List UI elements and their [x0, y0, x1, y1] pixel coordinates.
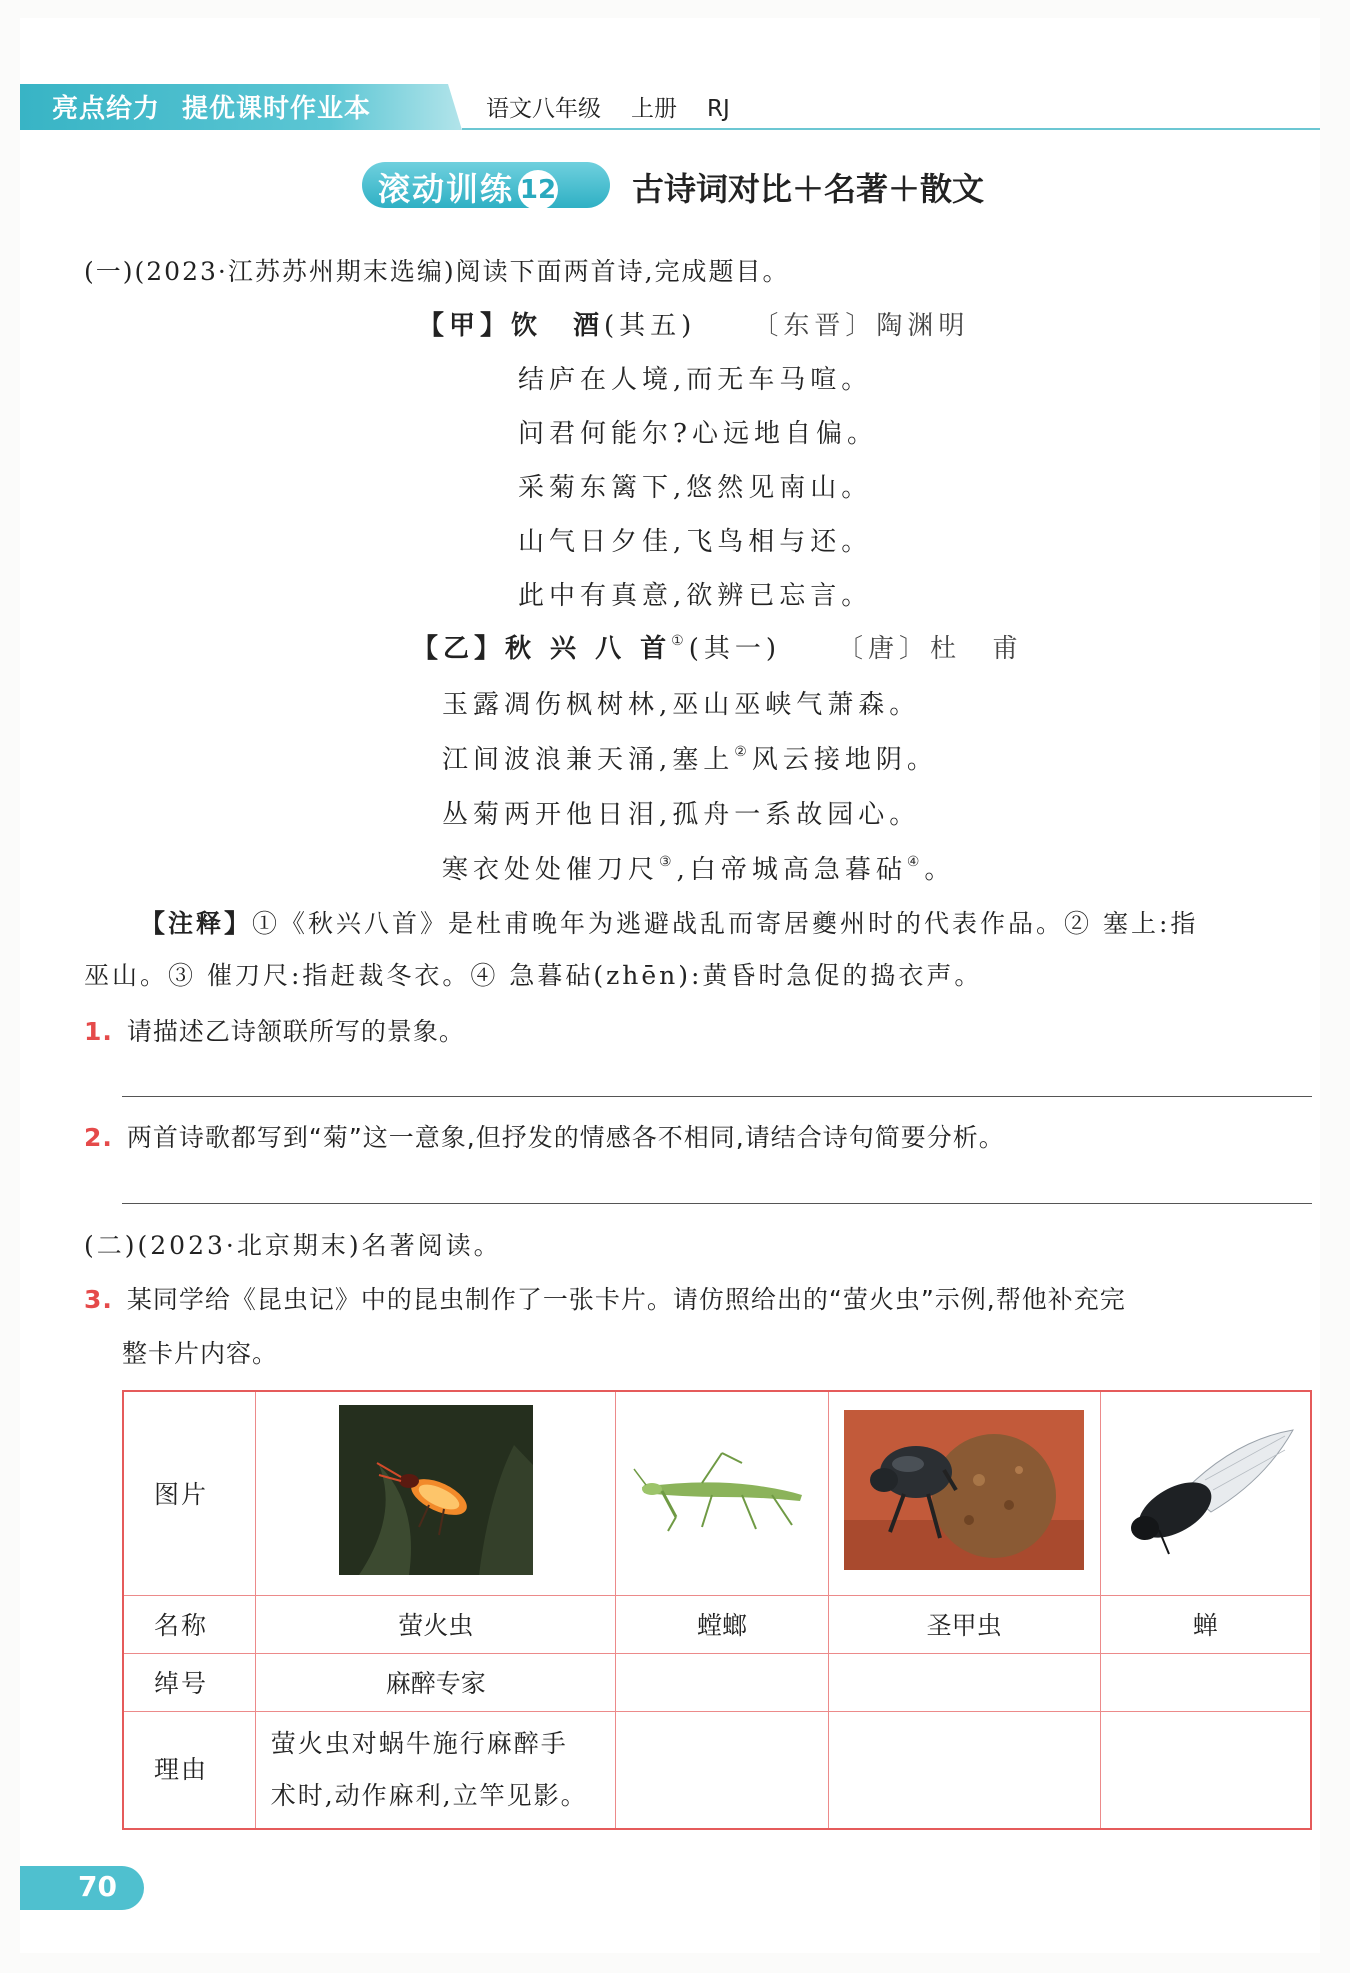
- cicada-photo: [1115, 1420, 1295, 1560]
- subject-label: 语文八年级: [486, 96, 601, 122]
- question-2: [84, 1118, 1005, 1154]
- poem-b-line4-a: 寒衣处处催刀尺: [442, 855, 660, 885]
- poem-b-line2-a: 江间波浪兼天涌,塞上: [442, 745, 735, 775]
- poem-a-line: 问君何能尔?心远地自偏。: [518, 419, 878, 449]
- volume-label: 上册: [631, 96, 677, 122]
- name-row: [123, 1595, 1311, 1653]
- poem-a-line: 结庐在人境,而无车马喧。: [518, 365, 873, 395]
- question-2-text: 两首诗歌都写到“菊”这一意象,但抒发的情感各不相同,请结合诗句简要分析。: [126, 1123, 1005, 1152]
- name-cell: 螳螂: [616, 1595, 829, 1653]
- note-mark: ②: [734, 744, 752, 760]
- question-1: [84, 1012, 465, 1048]
- reason-line-1: 萤火虫对蜗牛施行麻醉手: [270, 1728, 568, 1758]
- nickname-cell: 麻醉专家: [256, 1653, 616, 1711]
- poem-a-title: 【甲】饮 酒: [418, 311, 605, 341]
- poem-b-line: 玉露凋伤枫树林,巫山巫峡气萧森。: [442, 690, 921, 720]
- name-cell: 蝉: [1100, 1595, 1311, 1653]
- reason-blank-cell[interactable]: [616, 1711, 829, 1829]
- note-mark: ③: [659, 854, 677, 870]
- page-number: 70: [78, 1870, 117, 1903]
- poem-a-line: 此中有真意,欲辨已忘言。: [518, 581, 873, 611]
- nickname-blank-cell[interactable]: [1100, 1653, 1311, 1711]
- nickname-row: [123, 1653, 1311, 1711]
- question-number: 2.: [84, 1123, 113, 1152]
- poem-b-subtitle: (其一): [688, 634, 782, 664]
- name-cell: 圣甲虫: [828, 1595, 1100, 1653]
- poem-b-line4-c: 。: [924, 855, 956, 885]
- series-name: 亮点给力: [52, 94, 161, 124]
- section-title: 古诗词对比＋名著＋散文: [632, 170, 985, 208]
- name-cell: 萤火虫: [256, 1595, 616, 1653]
- poem-a-line: 山气日夕佳,飞鸟相与还。: [518, 527, 873, 557]
- question-1-text: 请描述乙诗颔联所写的景象。: [126, 1017, 465, 1046]
- notes-text-1: ①《秋兴八首》是杜甫晚年为逃避战乱而寄居夔州时的代表作品。② 塞上:指: [252, 909, 1199, 938]
- notes-line-2: 巫山。③ 催刀尺:指赶裁冬衣。④ 急暮砧(zhēn):黄昏时急促的捣衣声。: [84, 961, 983, 990]
- poem-a-heading: [418, 305, 969, 342]
- poem-a-author: 〔东晋〕陶渊明: [752, 311, 970, 341]
- nickname-blank-cell[interactable]: [828, 1653, 1100, 1711]
- header-series: [52, 88, 393, 125]
- note-mark: ④: [906, 854, 925, 870]
- row-label: 绰号: [123, 1653, 256, 1711]
- reason-row: [123, 1711, 1311, 1829]
- reason-text: [271, 1718, 601, 1822]
- poem-a-subtitle: (其五): [604, 311, 697, 341]
- reason-blank-cell[interactable]: [1100, 1711, 1311, 1829]
- part1-intro: (一)(2023·江苏苏州期末选编)阅读下面两首诗,完成题目。: [84, 257, 790, 286]
- row-label: 名称: [123, 1595, 256, 1653]
- answer-line-2[interactable]: [122, 1203, 1312, 1204]
- notes-line-1: [140, 904, 1198, 940]
- poem-b-author: 〔唐〕杜 甫: [837, 634, 1024, 664]
- row-label: 理由: [123, 1711, 256, 1829]
- section-badge-label: 滚动训练: [378, 170, 515, 208]
- poem-b-line2-b: 风云接地阴。: [751, 745, 938, 775]
- book-name: 提优课时作业本: [182, 94, 372, 124]
- dung-beetle-photo: [844, 1410, 1084, 1570]
- question-3-line-2: 整卡片内容。: [122, 1339, 279, 1368]
- poem-b-heading: [412, 628, 1023, 665]
- poem-b-line: [442, 849, 955, 886]
- mantis-photo-cell: [616, 1391, 829, 1595]
- question-number: 3.: [84, 1285, 113, 1314]
- answer-line-1[interactable]: [122, 1096, 1312, 1097]
- reason-line-2: 术时,动作麻利,立竿见影。: [270, 1780, 588, 1810]
- nickname-blank-cell[interactable]: [616, 1653, 829, 1711]
- question-3-text-1: 某同学给《昆虫记》中的昆虫制作了一张卡片。请仿照给出的“萤火虫”示例,帮他补充完: [126, 1285, 1126, 1314]
- row-label: 图片: [123, 1391, 256, 1595]
- poem-a-line: 采菊东篱下,悠然见南山。: [518, 473, 873, 503]
- cicada-photo-cell: [1100, 1391, 1311, 1595]
- part2-intro: (二)(2023·北京期末)名著阅读。: [84, 1231, 502, 1260]
- section-badge-text: [378, 164, 558, 210]
- firefly-photo: [339, 1405, 533, 1575]
- header-info: [486, 90, 760, 123]
- poem-b-line: 丛菊两开他日泪,孤舟一系故园心。: [442, 800, 921, 830]
- firefly-photo-cell: [256, 1391, 616, 1595]
- section-number: 12: [518, 170, 558, 210]
- dung-beetle-photo-cell: [828, 1391, 1100, 1595]
- poem-b-line: [442, 739, 938, 776]
- edition-label: RJ: [707, 96, 730, 122]
- note-mark: ①: [671, 633, 689, 649]
- reason-cell: [256, 1711, 616, 1829]
- poem-b-title: 【乙】秋 兴 八 首: [412, 634, 672, 664]
- question-number: 1.: [84, 1017, 113, 1046]
- notes-label: 【注释】: [140, 909, 253, 938]
- insect-card-table: [122, 1390, 1312, 1830]
- reason-blank-cell[interactable]: [828, 1711, 1100, 1829]
- question-3: [84, 1280, 1126, 1316]
- mantis-photo: [632, 1435, 812, 1545]
- header-divider: [462, 128, 1320, 130]
- poem-b-line4-b: ,白帝城高急暮砧: [676, 855, 907, 885]
- picture-row: [123, 1391, 1311, 1595]
